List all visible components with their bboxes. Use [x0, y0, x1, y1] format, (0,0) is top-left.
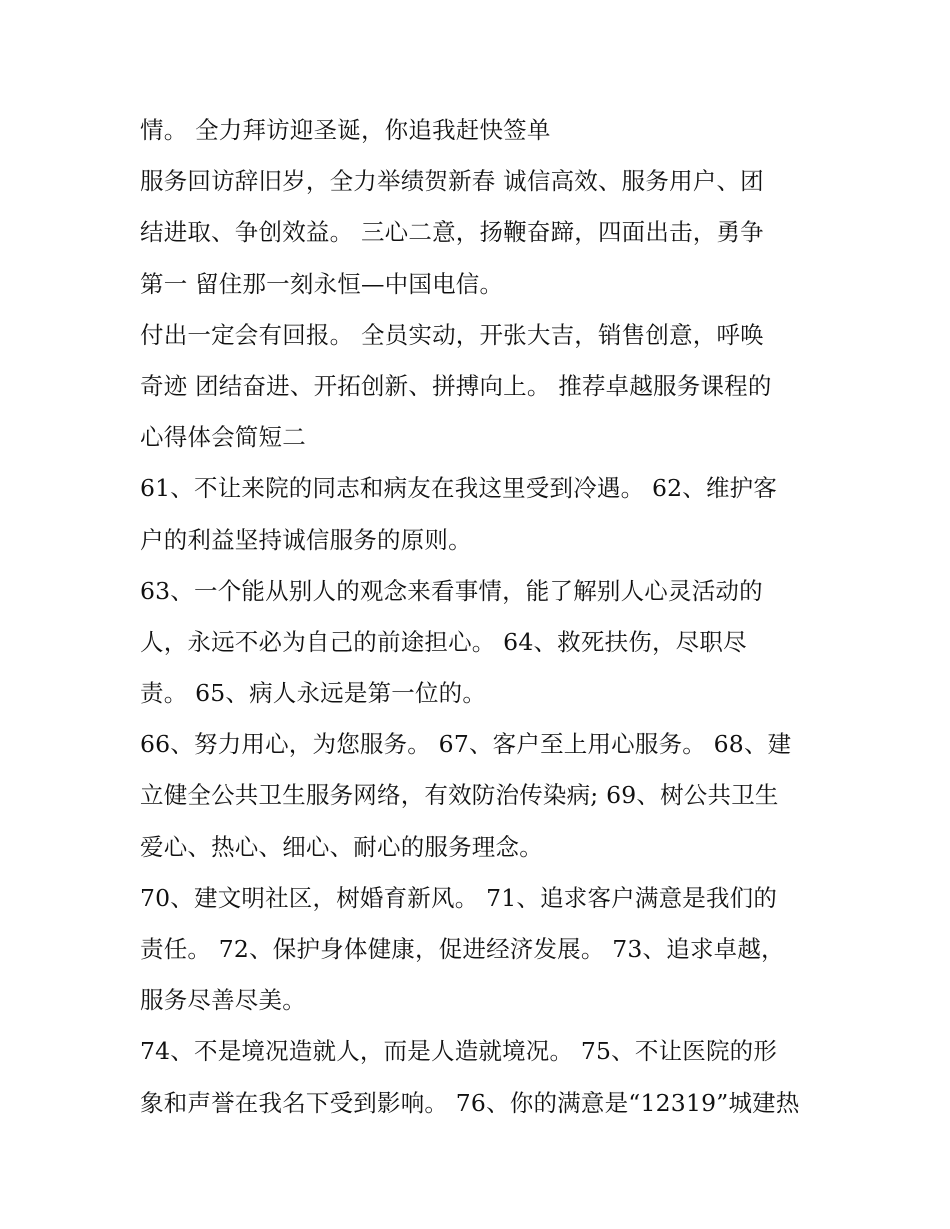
- text-line: 心得体会简短二: [140, 423, 306, 452]
- text-line: 服务回访辞旧岁，全力举绩贺新春 诚信高效、服务用户、团: [140, 167, 764, 196]
- text-line: 奇迹 团结奋进、开拓创新、拼搏向上。 推荐卓越服务课程的: [140, 371, 772, 400]
- text-line: 61、不让来院的同志和病友在我这里受到冷遇。 62、维护客: [140, 474, 778, 503]
- text-line: 人，永远不必为自己的前途担心。 64、救死扶伤，尽职尽: [140, 627, 747, 656]
- text-line: 66、努力用心，为您服务。 67、客户至上用心服务。 68、建: [140, 730, 792, 759]
- text-line: 情。 全力拜访迎圣诞，你追我赶快签单: [140, 116, 551, 144]
- text-line: 结进取、争创效益。 三心二意，扬鞭奋蹄，四面出击，勇争: [140, 218, 764, 247]
- text-line: 70、建文明社区，树婚育新风。 71、追求客户满意是我们的: [140, 883, 778, 912]
- text-line: 象和声誉在我名下受到影响。 76、你的满意是“12319”城建热: [140, 1088, 800, 1117]
- document-body: [140, 105, 820, 1129]
- text-line: 63、一个能从别人的观念来看事情，能了解别人心灵活动的: [140, 576, 763, 605]
- text-line: 户的利益坚持诚信服务的原则。: [140, 525, 472, 554]
- text-line: 74、不是境况造就人，而是人造就境况。 75、不让医院的形: [140, 1037, 778, 1066]
- text-line: 立健全公共卫生服务网络，有效防治传染病; 69、树公共卫生: [140, 781, 779, 810]
- text-line: 爱心、热心、细心、耐心的服务理念。: [140, 832, 543, 861]
- text-line: 责。 65、病人永远是第一位的。: [140, 679, 487, 708]
- text-line: 责任。 72、保护身体健康，促进经济发展。 73、追求卓越，: [140, 935, 785, 963]
- text-line: 第一 留住那一刻永恒—中国电信。: [140, 269, 504, 298]
- text-line: 服务尽善尽美。: [140, 986, 306, 1015]
- text-line: 付出一定会有回报。 全员实动，开张大吉，销售创意，呼唤: [140, 320, 764, 349]
